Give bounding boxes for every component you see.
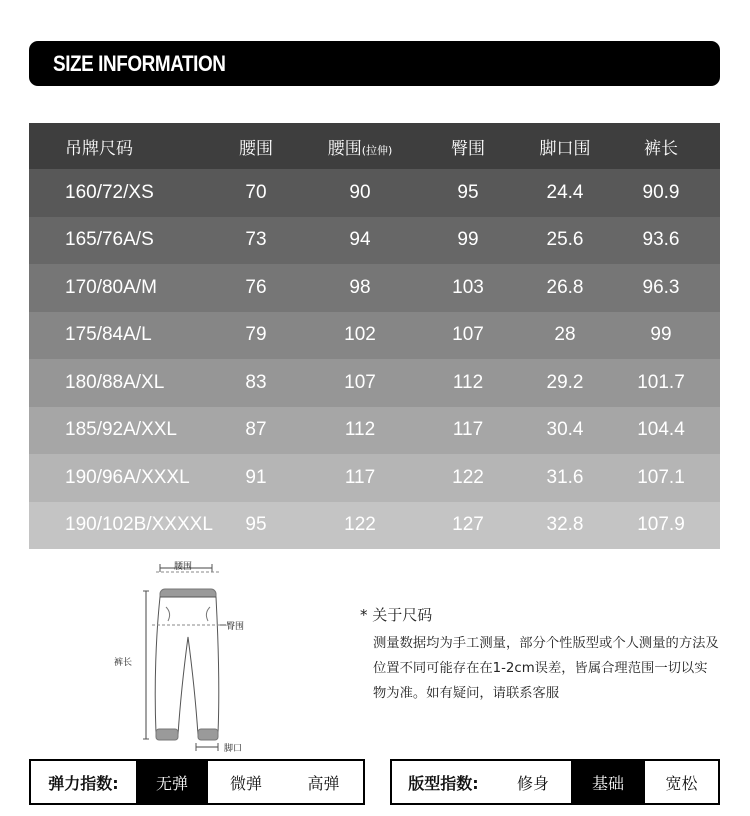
- table-row: [29, 407, 720, 455]
- cell-cuff: 28: [554, 324, 576, 346]
- cell-length: 93.6: [642, 229, 680, 251]
- cell-waist: 95: [245, 514, 267, 536]
- cell-length: 107.1: [637, 466, 685, 488]
- cell-cuff: 30.4: [546, 419, 584, 441]
- notes-body: 测量数据均为手工测量，部分个性版型或个人测量的方法及位置不同可能存在在1-2cm误差，皆属合理范围一切以实物为准。如有疑问，请联系客服: [373, 636, 719, 701]
- cell-cuff: 26.8: [546, 276, 584, 298]
- cell-length: 104.4: [637, 419, 685, 441]
- diagram-label-length: 裤长: [114, 658, 133, 668]
- fit-option-regular: 基础: [571, 761, 645, 803]
- table-row: [29, 217, 720, 265]
- notes-heading: * 关于尺码: [360, 606, 433, 624]
- table-row: [29, 359, 720, 407]
- cell-cuff: 25.6: [546, 229, 584, 251]
- header-tag-size: 吊牌尺码: [65, 138, 133, 159]
- cell-hip: 122: [452, 466, 484, 488]
- header-waist-stretch-label: 腰围: [327, 138, 362, 159]
- cell-waist-stretch: 98: [349, 276, 371, 298]
- header-hip: 臀围: [451, 138, 485, 159]
- header-stretch-note: (拉伸): [361, 143, 393, 157]
- cell-waist: 76: [245, 276, 267, 298]
- cell-cuff: 31.6: [546, 466, 584, 488]
- table-row: [29, 502, 720, 550]
- header-waist: 腰围: [239, 138, 273, 159]
- fit-label: 版型指数:: [408, 773, 479, 793]
- cell-waist: 70: [245, 181, 267, 203]
- cell-waist-stretch: 112: [344, 419, 376, 441]
- cell-hip: 112: [452, 371, 484, 393]
- cell-waist-stretch: 122: [344, 514, 376, 536]
- cell-tag-size: 160/72/XS: [65, 181, 154, 203]
- cell-hip: 107: [452, 324, 484, 346]
- table-row: [29, 454, 720, 502]
- fit-index: [390, 759, 720, 805]
- table-row: [29, 312, 720, 360]
- cell-length: 96.3: [642, 276, 680, 298]
- cell-hip: 99: [457, 229, 479, 251]
- cell-waist: 83: [245, 371, 267, 393]
- cell-tag-size: 190/102B/XXXXL: [65, 514, 213, 536]
- cell-cuff: 32.8: [546, 514, 584, 536]
- cell-length: 99: [650, 324, 672, 346]
- header-length: 裤长: [644, 138, 678, 159]
- cell-waist-stretch: 102: [344, 324, 376, 346]
- cell-waist: 73: [245, 229, 267, 251]
- cell-cuff: 29.2: [546, 371, 584, 393]
- header-cuff: 脚口围: [539, 138, 591, 159]
- page-title: SIZE INFORMATION: [53, 50, 226, 76]
- diagram-label-waist: 腰围: [174, 562, 193, 572]
- cell-waist-stretch: 90: [349, 181, 371, 203]
- cell-waist: 91: [245, 466, 267, 488]
- cell-length: 107.9: [637, 514, 685, 536]
- cell-tag-size: 185/92A/XXL: [65, 419, 177, 441]
- pants-diagram: [108, 555, 268, 755]
- diagram-label-cuff: 脚口: [224, 744, 243, 754]
- diagram-label-hip: 臀围: [226, 622, 245, 632]
- elasticity-label: 弹力指数:: [48, 773, 119, 793]
- table-body: [29, 169, 720, 549]
- cell-hip: 117: [452, 419, 484, 441]
- table-header-row: [29, 123, 720, 169]
- table-row: [29, 169, 720, 217]
- size-notes: [360, 604, 720, 706]
- elasticity-index: [29, 759, 365, 805]
- size-table: [29, 123, 720, 549]
- cell-waist: 87: [245, 419, 267, 441]
- elasticity-option-none: 无弹: [136, 761, 208, 803]
- table-row: [29, 264, 720, 312]
- cell-waist-stretch: 117: [344, 466, 376, 488]
- cell-length: 101.7: [637, 371, 685, 393]
- cell-length: 90.9: [642, 181, 680, 203]
- cell-hip: 95: [457, 181, 479, 203]
- elasticity-option-slight: 微弹: [229, 773, 262, 793]
- elasticity-option-high: 高弹: [307, 773, 340, 793]
- cell-cuff: 24.4: [546, 181, 584, 203]
- cell-tag-size: 175/84A/L: [65, 324, 152, 346]
- cell-tag-size: 180/88A/XL: [65, 371, 165, 393]
- cell-tag-size: 190/96A/XXXL: [65, 466, 190, 488]
- header-waist-stretch: [284, 134, 436, 159]
- cell-hip: 127: [452, 514, 484, 536]
- cell-hip: 103: [452, 276, 484, 298]
- fit-option-slim: 修身: [516, 773, 549, 793]
- title-bar: [29, 41, 720, 86]
- fit-option-loose: 宽松: [665, 773, 698, 793]
- cell-tag-size: 170/80A/M: [65, 276, 157, 298]
- cell-waist-stretch: 94: [349, 229, 371, 251]
- cell-waist-stretch: 107: [344, 371, 376, 393]
- cell-waist: 79: [245, 324, 267, 346]
- cell-tag-size: 165/76A/S: [65, 229, 154, 251]
